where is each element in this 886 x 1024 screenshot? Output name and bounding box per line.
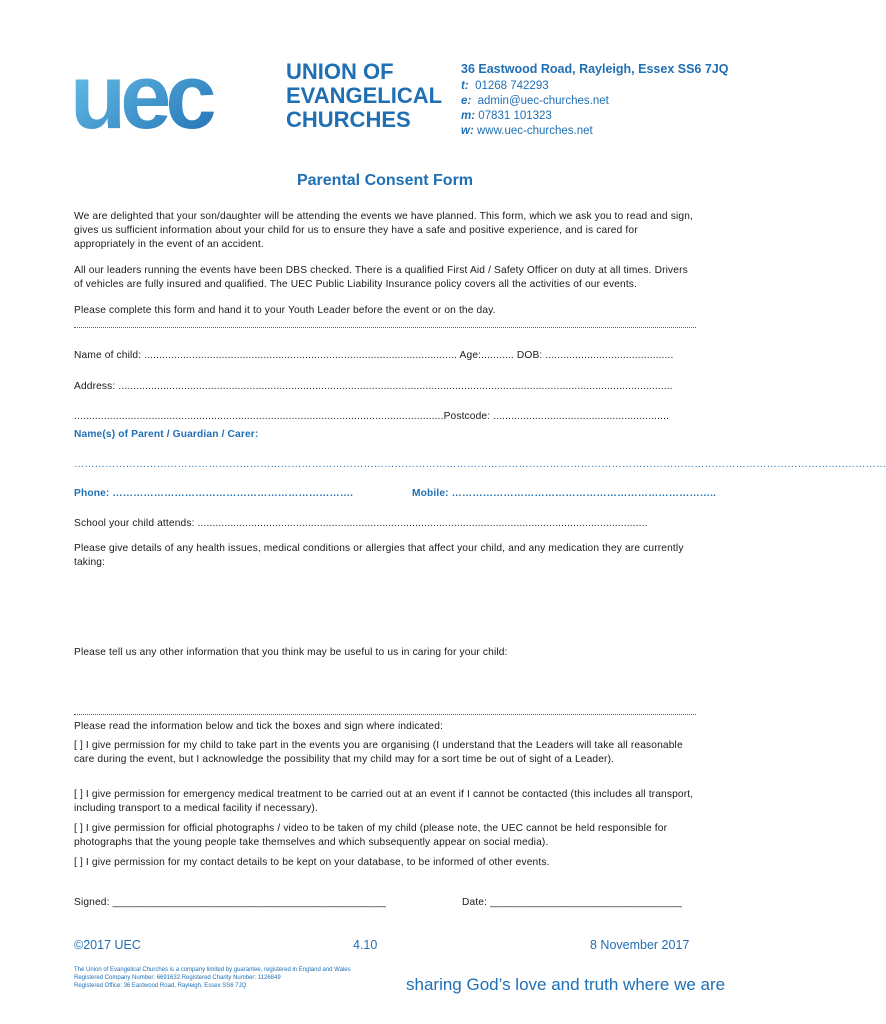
child-name-field[interactable]: Name of child: ......................................................................................................... Age:........... DOB: ...........................................: [74, 350, 674, 361]
org-name-line: UNION OF: [286, 59, 394, 84]
legal-line: Registered Company Number: 6691632 Registered Charity Number: 1126849: [74, 975, 281, 981]
address: 36 Eastwood Road, Rayleigh, Essex SS6 7JQ: [461, 62, 729, 76]
contact-key: m:: [461, 110, 476, 122]
school-field[interactable]: School your child attends: .......................................................................................................................................................: [74, 518, 648, 529]
parent-name-field[interactable]: …………………………………………………………………………………………………………………………………………………………………………………………………..……………: [74, 459, 886, 470]
permission-item[interactable]: [ ] I give permission for my contact details to be kept on your database, to be informed of other events.: [74, 857, 550, 868]
intro-paragraph: We are delighted that your son/daughter will be attending the events we have planned. This form, which we ask you to read and sign, gives us sufficient information about your child for us to ensure they have a safe and positive experience, and is cared for appropriately in the event of an accident.: [74, 211, 694, 250]
other-info-question: Please tell us any other information that you think may be useful to us in caring for your child:: [74, 647, 508, 658]
legal-notice: [74, 966, 351, 990]
mobile: 07831 101323: [478, 110, 552, 122]
mobile-field[interactable]: Mobile: …………………………………………………………………..: [412, 488, 717, 499]
version: 4.10: [353, 938, 378, 952]
parent-label: Name(s) of Parent / Guardian / Carer:: [74, 429, 259, 440]
org-name-line: EVANGELICAL: [286, 83, 443, 108]
footer-date: 8 November 2017: [590, 938, 690, 952]
contact-block: [461, 62, 728, 139]
date-field[interactable]: Date: _________________________________: [462, 897, 683, 908]
copyright: ©2017 UEC: [74, 938, 141, 952]
intro-paragraph: All our leaders running the events have been DBS checked. There is a qualified First Aid / Safety Officer on duty at all times. Drivers of vehicles are fully insured and qualified. The UEC Public Liability Insurance policy covers all the activities of our events.: [74, 265, 688, 290]
uec-logo: [70, 46, 280, 148]
contact-key: t:: [461, 80, 469, 92]
email-link[interactable]: admin@uec-churches.net: [477, 95, 609, 107]
contact-key: e:: [461, 95, 472, 107]
tagline: sharing God’s love and truth where we are: [406, 975, 726, 994]
telephone: 01268 742293: [475, 80, 549, 92]
permission-item[interactable]: [ ] I give permission for my child to take part in the events you are organising (I understand that the Leaders will take all reasonable care during the event, but I acknowledge the possibility that my child may for a sort time be out of sight of a Leader).: [74, 740, 683, 765]
legal-line: Registered Office: 36 Eastwood Road, Rayleigh, Essex SS6 7JQ: [74, 983, 247, 989]
contact-key: w:: [461, 125, 474, 137]
permission-item[interactable]: [ ] I give permission for official photographs / video to be taken of my child (please note, the UEC cannot be held responsible for photographs that the young people take themselves and which subsequently appear on social media).: [74, 823, 668, 848]
legal-line: The Union of Evangelical Churches is a company limited by guarantee, registered in England and Wales: [74, 967, 351, 973]
org-name-line: CHURCHES: [286, 107, 411, 132]
divider: [74, 714, 696, 715]
uec-logo-icon: [70, 46, 280, 148]
health-question: Please give details of any health issues, medical conditions or allergies that affect your child, and any medication they are currently taking:: [74, 543, 684, 568]
signature-field[interactable]: Signed: _______________________________________________: [74, 897, 386, 908]
divider: [74, 327, 696, 328]
website-link[interactable]: www.uec-churches.net: [476, 125, 593, 137]
form-title: Parental Consent Form: [296, 172, 474, 189]
address-field[interactable]: Address: ..........................................................................................................................................................................................: [74, 381, 673, 392]
phone-field[interactable]: Phone: …………………………………………………………….: [74, 488, 354, 499]
permission-item[interactable]: [ ] I give permission for emergency medical treatment to be carried out at an event if I cannot be contacted (this includes all transport, including transport to a medical facility if necessary).: [74, 789, 694, 814]
organisation-name: [286, 60, 442, 132]
svg-text:uec: uec: [70, 46, 211, 148]
instructions: Please complete this form and hand it to your Youth Leader before the event or on the day.: [74, 305, 496, 316]
tick-instructions: Please read the information below and tick the boxes and sign where indicated:: [74, 721, 444, 732]
postcode-field[interactable]: ............................................................................................................................Postcode: ...........................................................: [74, 411, 670, 422]
